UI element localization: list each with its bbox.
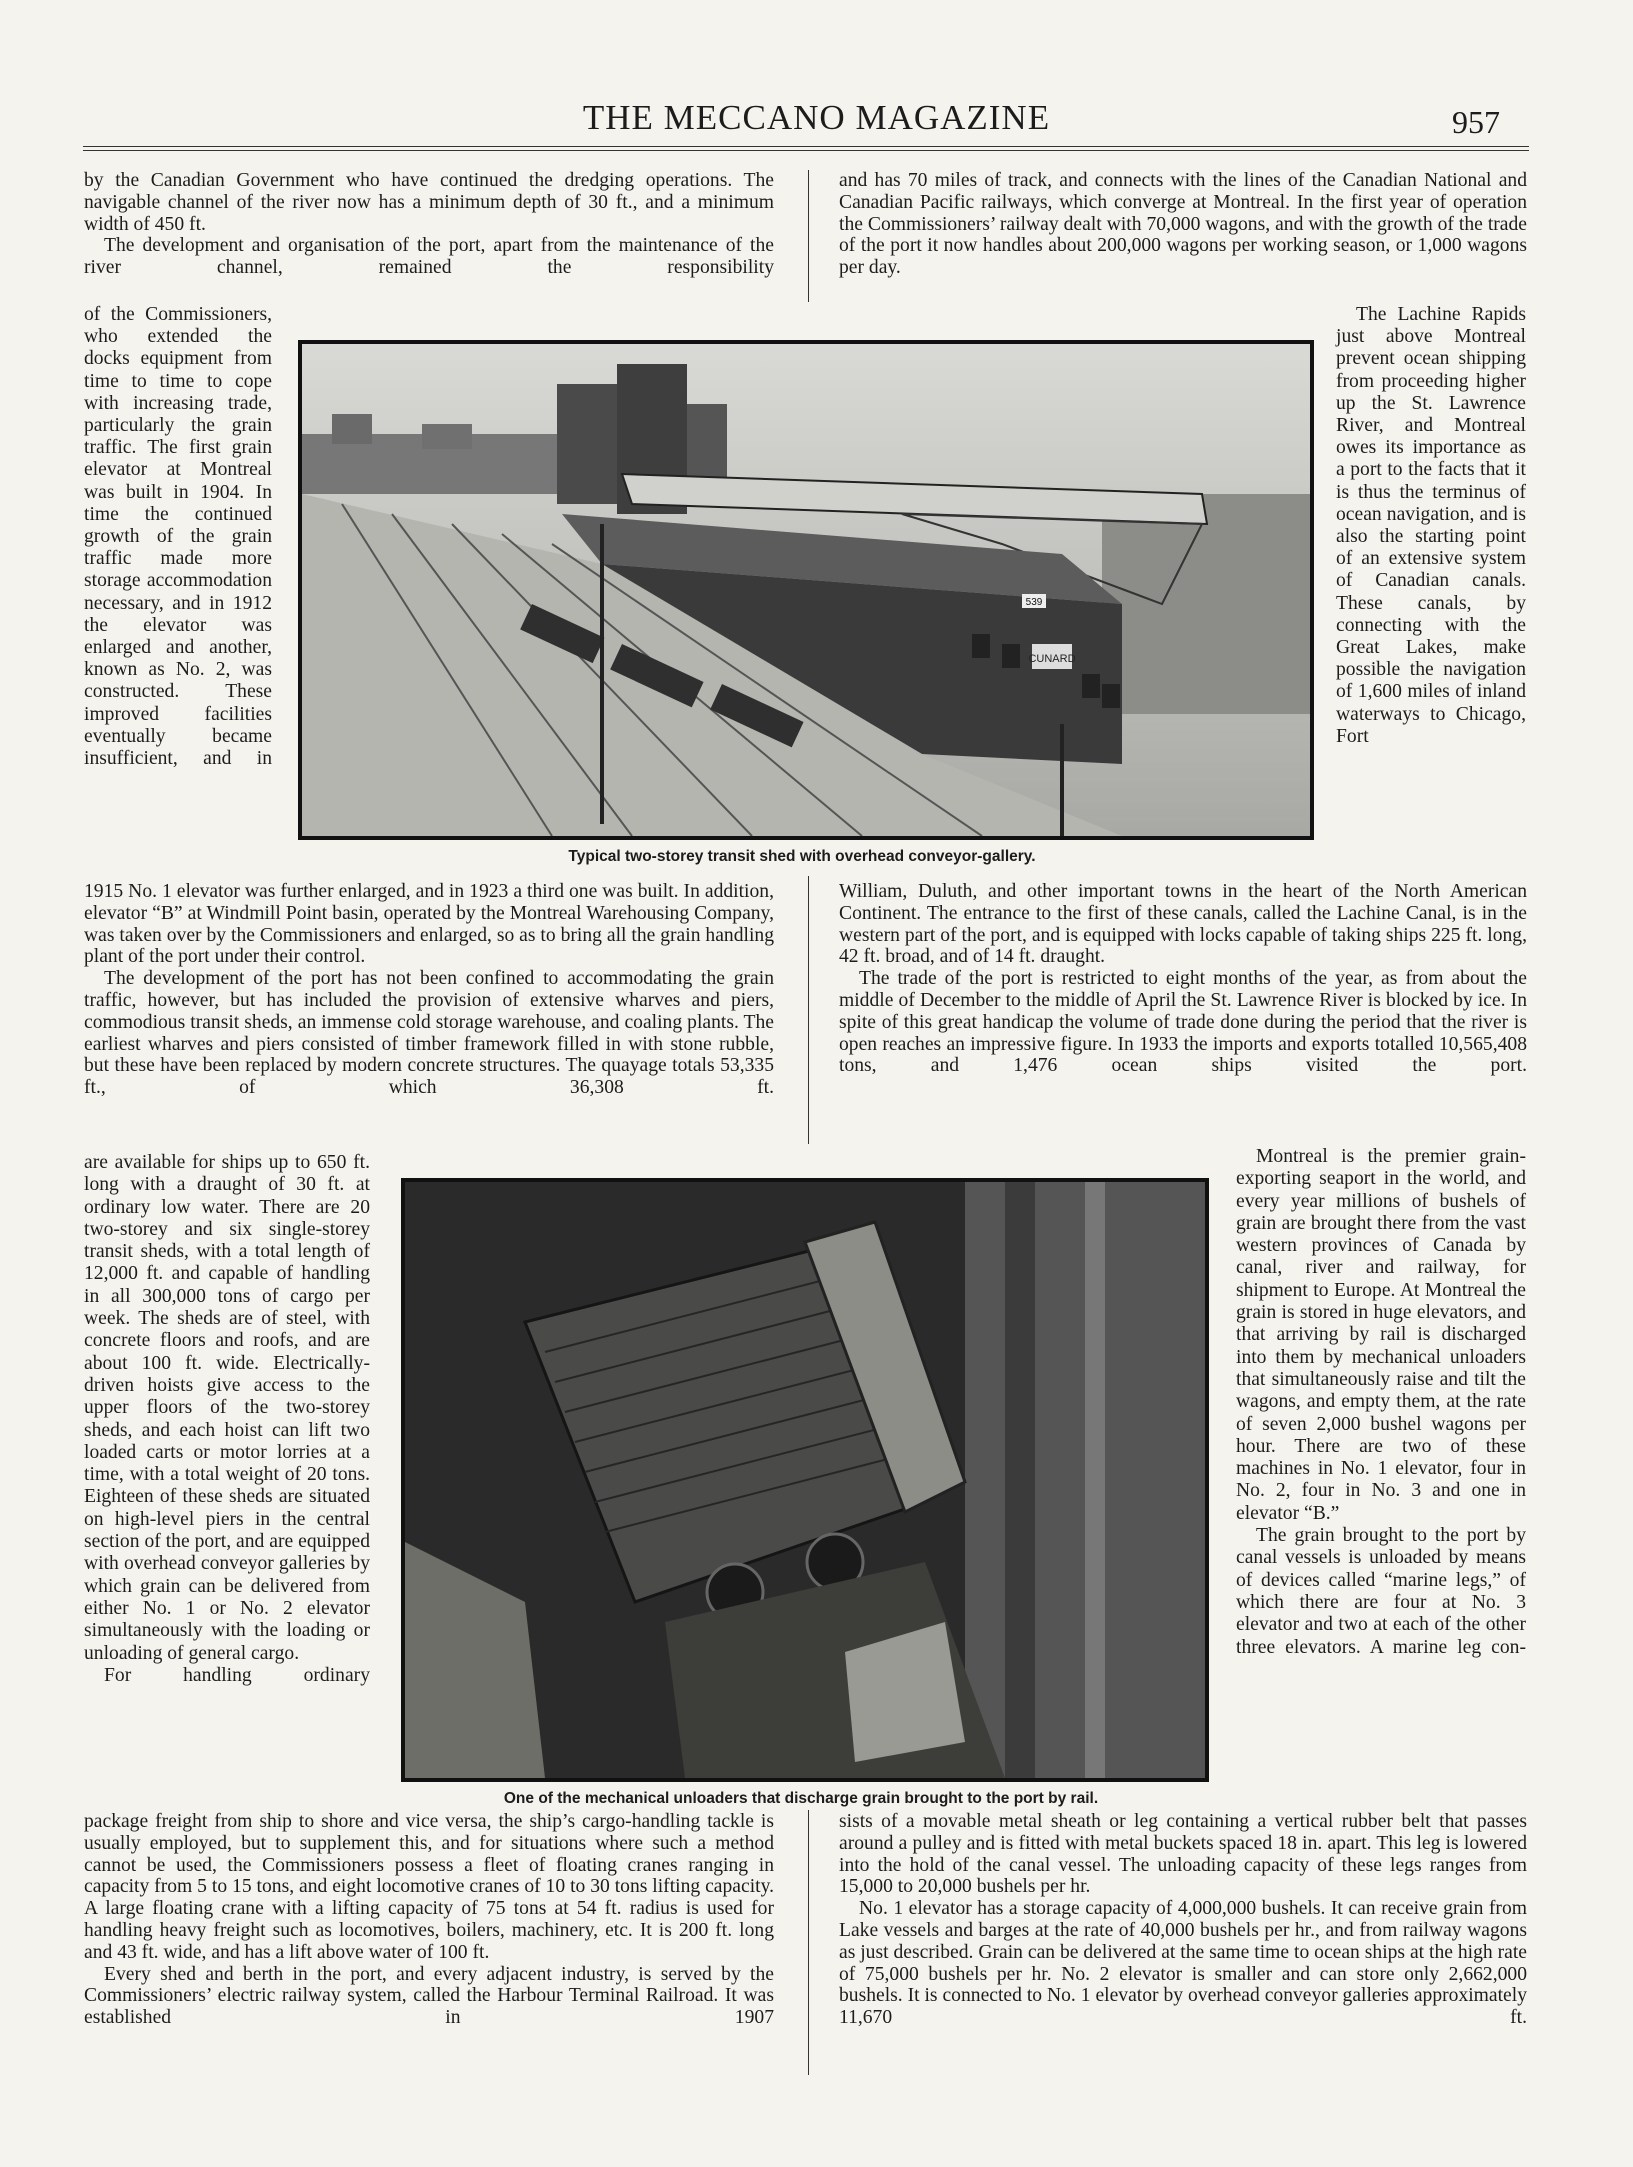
left-narrow-text-2 xyxy=(84,1152,370,1687)
left-middle-text xyxy=(84,881,774,1099)
paragraph-marine-leg: sists of a movable metal sheath or leg containing a vertical rubber belt that passes around a pulley and is fitted with metal buckets spaced 18 in. apart. This leg is lowered into the hold of the canal vessel. The unloading capacity of these legs ranges from 15,000 to 20,000 bushels per hr. xyxy=(839,1811,1527,1898)
paragraph-commissioners: of the Commissioners, who extended the docks equipment from time to time to cope with increasing trade, particularly the grain traffic. The first grain elevator at Montreal was built in 1904. In time the continued growth of the grain traffic made more storage accommodation necessary, and in 1912 the elevator was enlarged and another, known as No. 2, was constructed. These improved facilities eventually became insufficient, and in xyxy=(84,304,272,770)
page-header-title: THE MECCANO MAGAZINE xyxy=(582,98,1051,137)
header-rule xyxy=(83,146,1529,147)
column-divider-top xyxy=(808,170,809,302)
paragraph-railway: Every shed and berth in the port, and every adjacent industry, is served by the Commissioners’ electric railway system, called the Harbour Terminal Railroad. It was established in 1907 xyxy=(84,1963,774,2029)
shed-sign: CUNARD xyxy=(1028,653,1076,665)
left-bottom-text xyxy=(84,1811,774,2029)
left-column-top-text xyxy=(84,170,774,279)
paragraph-development: The development and organisation of the port, apart from the maintenance of the river channel, remained the responsibility xyxy=(84,235,774,279)
column-divider-middle xyxy=(808,876,809,1144)
right-narrow-text-1 xyxy=(1336,304,1526,748)
caption-mechanical-unloader: One of the mechanical unloaders that discharge grain brought to the port by rail. xyxy=(503,1790,1099,1807)
paragraph-track: and has 70 miles of track, and connects with the lines of the Canadian National and Canadian Pacific railways, which converge at Montreal. In the first year of operation the Commissioners’ railway dealt with 70,000 wagons, and with the growth of the trade of the port it now handles about 200,000 wagons per working season, or 1,000 wagons per day. xyxy=(839,170,1527,279)
paragraph-marine-legs: The grain brought to the port by canal vessels is unloaded by means of devices called “marine legs,” of which there are four at No. 3 elevator and two at each of the other three elevators. A marine leg con- xyxy=(1236,1525,1526,1658)
paragraph-freight: package freight from ship to shore and vice versa, the ship’s cargo-handling tackle is usually employed, but to supplement this, and for situations where such a method cannot be used, the Commissioners possess a fleet of floating cranes ranging in capacity from 5 to 15 tons, and eight locomotive cranes of 10 to 30 tons lifting capacity. A large floating crane with a lifting capacity of 75 tons at 54 ft. radius is used for handling heavy freight such as locomotives, boilers, machinery, etc. It is 200 ft. long and 43 ft. wide, and has a lift above water of 100 ft. xyxy=(84,1811,774,1963)
paragraph-trade: The trade of the port is restricted to eight months of the year, as from about the middle of December to the middle of April the St. Lawrence River is blocked by ice. In spite of this great handicap the volume of trade done during the period that the river is open reaches an impressive figure. In 1933 the imports and exports totalled 10,565,408 tons, and 1,476 ocean ships visited the port. xyxy=(839,968,1527,1077)
right-column-top-text xyxy=(839,170,1527,279)
paragraph-lachine: The Lachine Rapids just above Montreal prevent ocean shipping from proceeding higher up the St. Lawrence River, and Montreal owes its importance as a port to the facts that it is thus the terminus of ocean navigation, and is also the starting point of an extensive system of Canadian canals. These canals, by connecting with the Great Lakes, make possible the navigation of 1,600 miles of inland waterways to Chicago, Fort xyxy=(1336,304,1526,747)
column-divider-bottom xyxy=(808,1810,809,2075)
page-number: 957 xyxy=(1452,104,1500,140)
paragraph-quayage: are available for ships up to 650 ft. long with a draught of 30 ft. at ordinary low water. There are 20 two-storey and six single-storey transit sheds, with a total length of 12,000 ft. and capable of handling in all 300,000 tons of cargo per week. The sheds are of steel, with concrete floors and roofs, and are about 100 ft. wide. Electrically-driven hoists give access to the upper floors of the two-storey sheds, and each hoist can lift two loaded carts or motor lorries at a time, with a total weight of 20 tons. Eighteen of these sheds are situated on high-level piers in the central section of the port, and are equipped with overhead conveyor galleries by which grain can be delivered from either No. 1 or No. 2 elevator simultaneously with the loading or unloading of general cargo. xyxy=(84,1152,370,1664)
right-narrow-text-2 xyxy=(1236,1146,1526,1659)
left-narrow-text-1 xyxy=(84,304,272,770)
header-rule-2 xyxy=(83,150,1529,151)
shed-number: 539 xyxy=(1025,597,1043,608)
right-bottom-text xyxy=(839,1811,1527,2029)
photo-mechanical-unloader xyxy=(401,1178,1209,1782)
paragraph-premier-seaport: Montreal is the premier grain-exporting seaport in the world, and every year millions of bushels of grain are brought there from the vast western provinces of Canada by canal, river and railway, for shipment to Europe. At Montreal the grain is stored in huge elevators, and that arriving by rail is discharged into them by mechanical unloaders that simultaneously raise and tilt the wagons, and empty them, at the rate of seven 2,000 bushel wagons per hour. There are two of these machines in No. 1 elevator, four in No. 2, four in No. 3 and one in elevator “B.” xyxy=(1236,1146,1526,1524)
photo-transit-shed xyxy=(298,340,1314,840)
paragraph-storage: No. 1 elevator has a storage capacity of 4,000,000 bushels. It can receive grain from Lake vessels and barges at the rate of 40,000 bushels per hr., and from railway wagons as just described. Grain can be delivered at the same time to ocean ships at the high rate of 75,000 bushels per hr. No. 2 elevator is smaller and can store only 2,662,000 bushels. It is connected to No. 1 elevator by overhead conveyor galleries approximately 11,670 ft. xyxy=(839,1898,1527,2029)
paragraph-wharves: The development of the port has not been confined to accommodating the grain traffic, however, but has included the provision of extensive wharves and piers, commodious transit sheds, an immense cold storage warehouse, and coaling plants. The earliest wharves and piers consisted of timber framework filled in with stone rubble, but these have been replaced by modern concrete structures. The quayage totals 53,335 ft., of which 36,308 ft. xyxy=(84,968,774,1099)
right-middle-text xyxy=(839,881,1527,1077)
paragraph-canal: William, Duluth, and other important towns in the heart of the North American Continent. The entrance to the first of these canals, called the Lachine Canal, is in the western part of the port, and is equipped with locks capable of taking ships 225 ft. long, 42 ft. broad, and of 14 ft. draught. xyxy=(839,881,1527,968)
paragraph-dredging: by the Canadian Government who have continued the dredging operations. The navigable channel of the river now has a minimum depth of 30 ft., and a minimum width of 450 ft. xyxy=(84,170,774,235)
paragraph-handling-start: For handling ordinary xyxy=(104,1664,370,1686)
paragraph-elevators: 1915 No. 1 elevator was further enlarged, and in 1923 a third one was built. In addition, elevator “B” at Windmill Point basin, operated by the Montreal Warehousing Company, was taken over by the Commissioners and enlarged, so as to bring all the grain handling plant of the port under their control. xyxy=(84,881,774,968)
caption-transit-shed: Typical two-storey transit shed with overhead conveyor-gallery. xyxy=(568,848,1036,865)
